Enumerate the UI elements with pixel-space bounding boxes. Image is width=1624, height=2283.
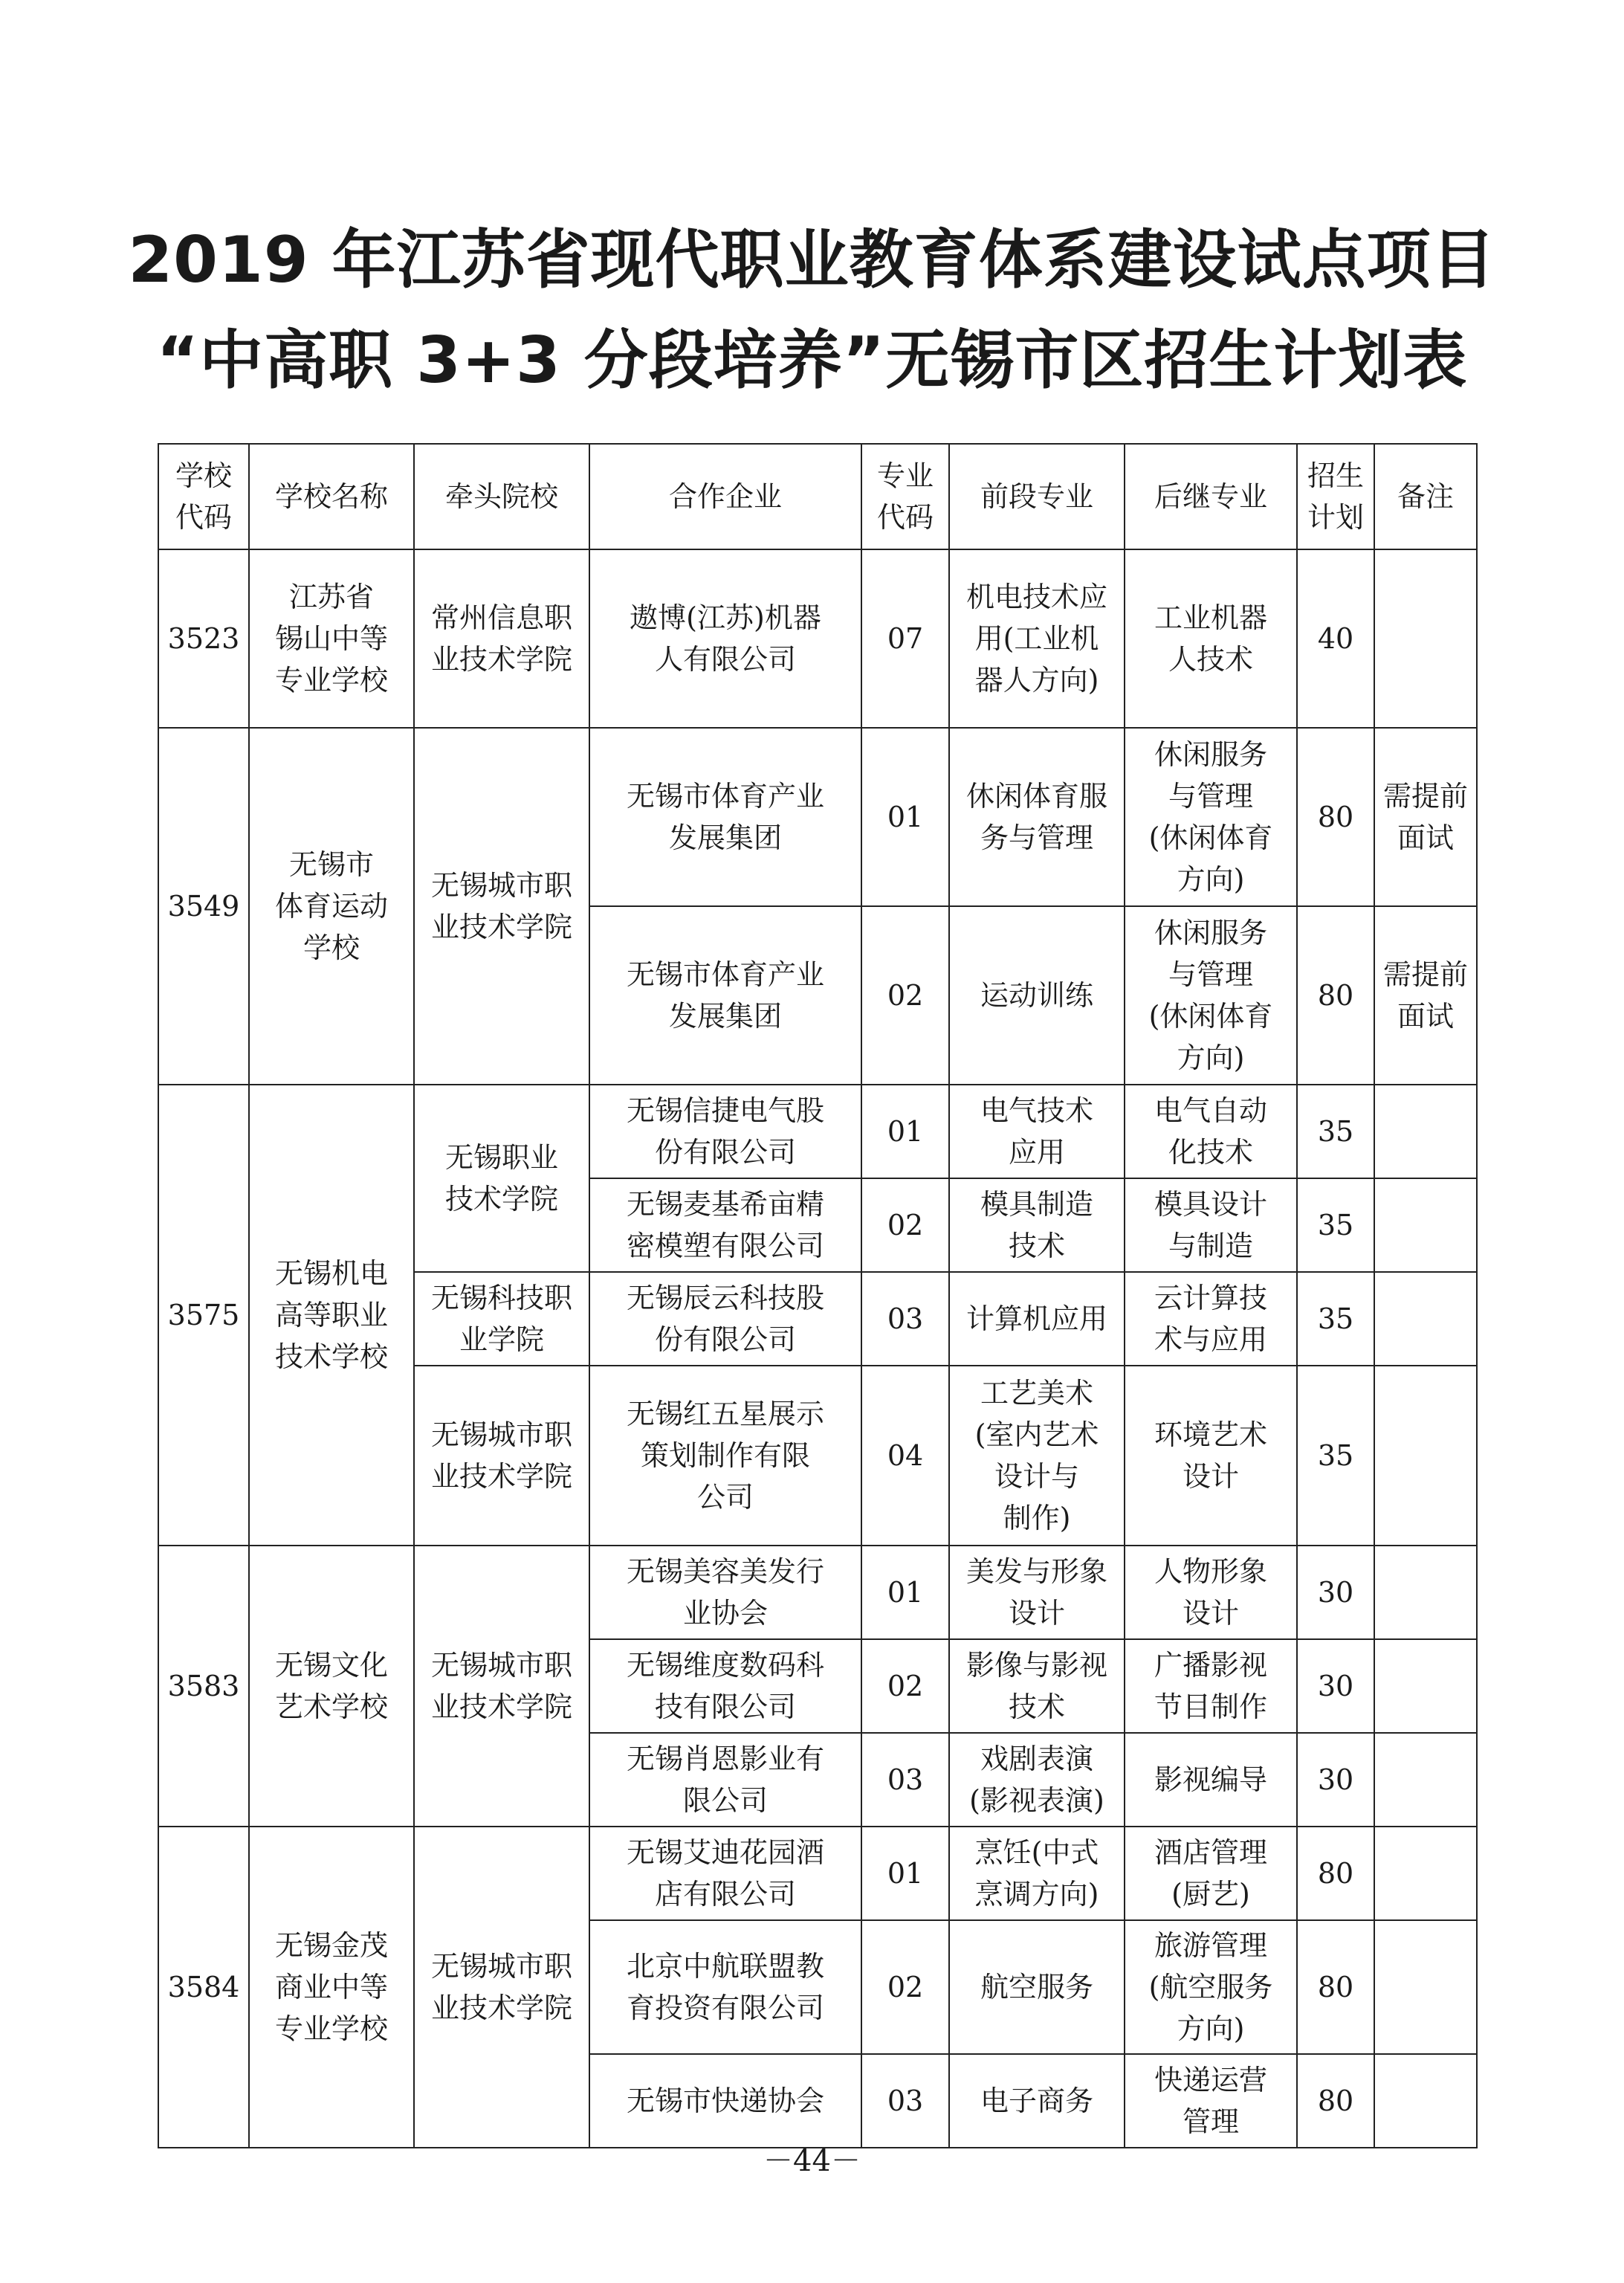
header-remark: 备注 [1374,444,1477,549]
table-row [158,1085,1477,1178]
plan-cell: 30 [1297,1639,1374,1733]
remark-cell: 需提前 面试 [1374,728,1477,906]
front-major-cell: 计算机应用 [949,1272,1125,1366]
major-code-cell: 02 [861,906,949,1085]
plan-cell: 30 [1297,1733,1374,1827]
front-major-cell: 烹饪(中式 烹调方向) [949,1827,1125,1920]
header-school-code: 学校 代码 [158,444,249,549]
remark-cell [1374,1920,1477,2054]
plan-cell: 35 [1297,1366,1374,1546]
major-code-cell: 04 [861,1366,949,1546]
header-major-code: 专业 代码 [861,444,949,549]
front-major-cell: 美发与形象 设计 [949,1546,1125,1639]
partner-cell: 无锡肖恩影业有 限公司 [589,1733,861,1827]
follow-major-cell: 影视编导 [1125,1733,1297,1827]
enrollment-plan-table [158,443,1478,2148]
table-row [158,1827,1477,1920]
school-name-cell: 无锡金茂 商业中等 专业学校 [249,1827,414,2148]
front-major-cell: 电子商务 [949,2054,1125,2148]
follow-major-cell: 人物形象 设计 [1125,1546,1297,1639]
table-row [158,728,1477,906]
partner-cell: 北京中航联盟教 育投资有限公司 [589,1920,861,2054]
remark-cell [1374,1272,1477,1366]
partner-cell: 无锡信捷电气股 份有限公司 [589,1085,861,1178]
plan-cell: 35 [1297,1085,1374,1178]
front-major-cell: 戏剧表演 (影视表演) [949,1733,1125,1827]
plan-cell: 80 [1297,2054,1374,2148]
follow-major-cell: 工业机器 人技术 [1125,549,1297,728]
lead-college-cell: 无锡科技职 业学院 [414,1272,589,1366]
school-name-cell: 江苏省 锡山中等 专业学校 [249,549,414,728]
plan-cell: 35 [1297,1178,1374,1272]
school-code-cell: 3583 [158,1546,249,1827]
partner-cell: 无锡美容美发行 业协会 [589,1546,861,1639]
lead-college-cell: 无锡城市职 业技术学院 [414,1827,589,2148]
partner-cell: 无锡红五星展示 策划制作有限 公司 [589,1366,861,1546]
follow-major-cell: 休闲服务 与管理 (休闲体育 方向) [1125,906,1297,1085]
major-code-cell: 02 [861,1639,949,1733]
major-code-cell: 02 [861,1920,949,2054]
lead-college-cell: 无锡职业 技术学院 [414,1085,589,1272]
front-major-cell: 电气技术 应用 [949,1085,1125,1178]
plan-cell: 80 [1297,728,1374,906]
plan-cell: 35 [1297,1272,1374,1366]
remark-cell [1374,1366,1477,1546]
major-code-cell: 01 [861,1085,949,1178]
follow-major-cell: 休闲服务 与管理 (休闲体育 方向) [1125,728,1297,906]
lead-college-cell: 无锡城市职 业技术学院 [414,1546,589,1827]
front-major-cell: 机电技术应 用(工业机 器人方向) [949,549,1125,728]
lead-college-cell: 无锡城市职 业技术学院 [414,728,589,1085]
partner-cell: 无锡市体育产业 发展集团 [589,906,861,1085]
front-major-cell: 模具制造 技术 [949,1178,1125,1272]
partner-cell: 无锡艾迪花园酒 店有限公司 [589,1827,861,1920]
major-code-cell: 03 [861,1733,949,1827]
front-major-cell: 航空服务 [949,1920,1125,2054]
follow-major-cell: 广播影视 节目制作 [1125,1639,1297,1733]
remark-cell [1374,1827,1477,1920]
plan-cell: 80 [1297,1920,1374,2054]
plan-cell: 30 [1297,1546,1374,1639]
school-code-cell: 3575 [158,1085,249,1546]
major-code-cell: 01 [861,1546,949,1639]
remark-cell [1374,1085,1477,1178]
school-name-cell: 无锡市 体育运动 学校 [249,728,414,1085]
remark-cell [1374,1546,1477,1639]
title-line-1: 2019 年江苏省现代职业教育体系建设试点项目 [128,223,1496,297]
partner-cell: 无锡市体育产业 发展集团 [589,728,861,906]
plan-cell: 80 [1297,906,1374,1085]
header-lead-college: 牵头院校 [414,444,589,549]
table-row [158,1546,1477,1639]
header-partner: 合作企业 [589,444,861,549]
front-major-cell: 休闲体育服 务与管理 [949,728,1125,906]
major-code-cell: 01 [861,728,949,906]
follow-major-cell: 云计算技 术与应用 [1125,1272,1297,1366]
remark-cell [1374,1178,1477,1272]
school-code-cell: 3549 [158,728,249,1085]
partner-cell: 无锡辰云科技股 份有限公司 [589,1272,861,1366]
school-name-cell: 无锡文化 艺术学校 [249,1546,414,1827]
remark-cell [1374,549,1477,728]
header-front-major: 前段专业 [949,444,1125,549]
follow-major-cell: 电气自动 化技术 [1125,1085,1297,1178]
follow-major-cell: 环境艺术 设计 [1125,1366,1297,1546]
follow-major-cell: 酒店管理 (厨艺) [1125,1827,1297,1920]
partner-cell: 无锡麦基希亩精 密模塑有限公司 [589,1178,861,1272]
remark-cell [1374,1733,1477,1827]
plan-cell: 80 [1297,1827,1374,1920]
remark-cell: 需提前 面试 [1374,906,1477,1085]
school-code-cell: 3523 [158,549,249,728]
major-code-cell: 02 [861,1178,949,1272]
lead-college-cell: 常州信息职 业技术学院 [414,549,589,728]
header-plan: 招生 计划 [1297,444,1374,549]
major-code-cell: 03 [861,2054,949,2148]
follow-major-cell: 模具设计 与制造 [1125,1178,1297,1272]
partner-cell: 无锡市快递协会 [589,2054,861,2148]
header-school-name: 学校名称 [249,444,414,549]
major-code-cell: 03 [861,1272,949,1366]
front-major-cell: 影像与影视 技术 [949,1639,1125,1733]
school-code-cell: 3584 [158,1827,249,2148]
school-name-cell: 无锡机电 高等职业 技术学校 [249,1085,414,1546]
front-major-cell: 工艺美术 (室内艺术 设计与 制作) [949,1366,1125,1546]
partner-cell: 无锡维度数码科 技有限公司 [589,1639,861,1733]
partner-cell: 遨博(江苏)机器 人有限公司 [589,549,861,728]
follow-major-cell: 旅游管理 (航空服务 方向) [1125,1920,1297,2054]
major-code-cell: 07 [861,549,949,728]
header-row [158,444,1477,549]
front-major-cell: 运动训练 [949,906,1125,1085]
major-code-cell: 01 [861,1827,949,1920]
follow-major-cell: 快递运营 管理 [1125,2054,1297,2148]
table-row [158,549,1477,728]
plan-cell: 40 [1297,549,1374,728]
remark-cell [1374,1639,1477,1733]
title-line-2: “中高职 3+3 分段培养”无锡市区招生计划表 [156,323,1468,398]
header-follow-major: 后继专业 [1125,444,1297,549]
remark-cell [1374,2054,1477,2148]
lead-college-cell: 无锡城市职 业技术学院 [414,1366,589,1546]
page-number: －44－ [763,2144,861,2178]
